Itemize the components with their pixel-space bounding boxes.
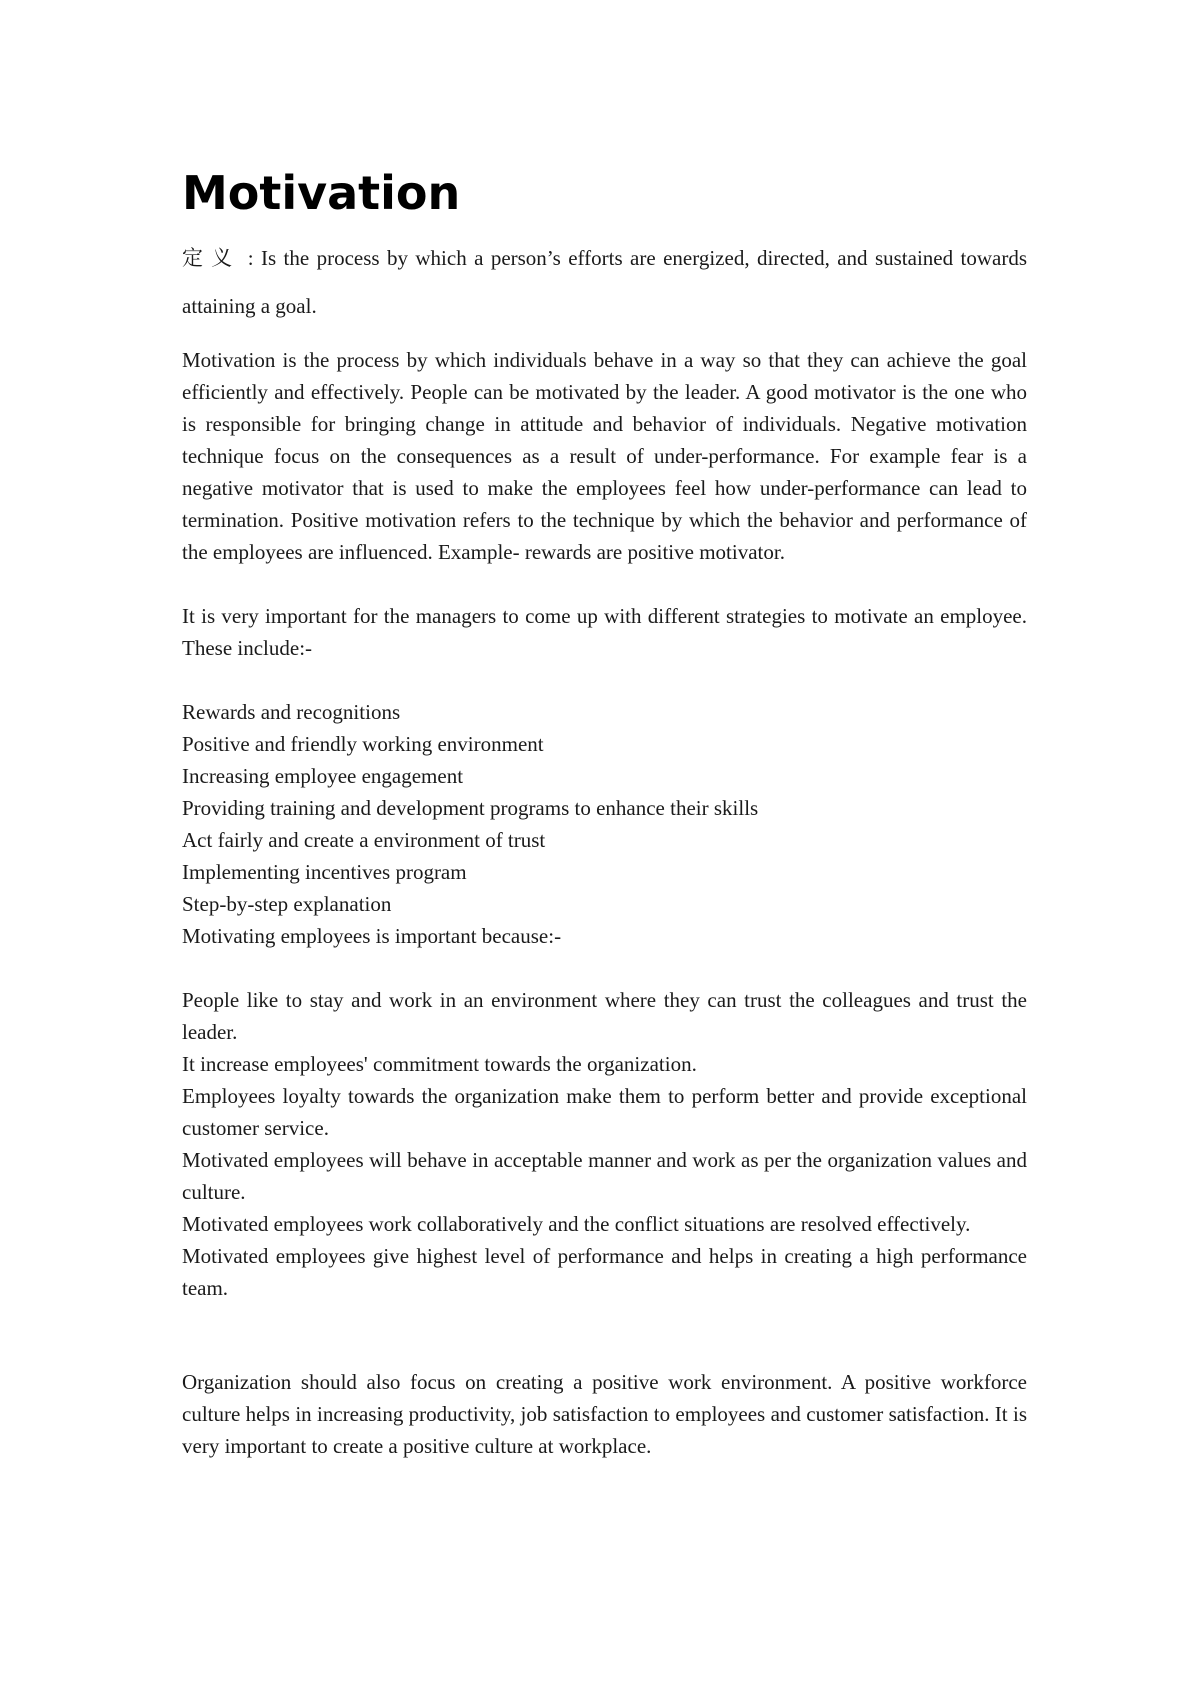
list-item: Implementing incentives program xyxy=(182,860,467,884)
list-item: Employees loyalty towards the organization make them to perform better and provide exceptional customer service. xyxy=(182,1084,1027,1140)
list-item: Providing training and development programs to enhance their skills xyxy=(182,796,759,820)
list-item: Motivated employees work collaboratively and the conflict situations are resolved effectively. xyxy=(182,1212,971,1236)
definition-label: 定义 xyxy=(182,246,241,270)
definition-text: Is the process by which a person’s efforts are energized, directed, and sustained towards attaining a goal. xyxy=(182,246,1028,318)
strategies-list xyxy=(182,696,1027,952)
list-item: Increasing employee engagement xyxy=(182,764,464,788)
list-item: Rewards and recognitions xyxy=(182,700,401,724)
paragraph-positive-culture: Organization should also focus on creating a positive work environment. A positive workforce culture helps in increasing productivity, job satisfaction to employees and customer satisfaction. It is very important to create a positive culture at workplace. xyxy=(182,1370,1027,1458)
list-item: Act fairly and create a environment of trust xyxy=(182,828,546,852)
document-body xyxy=(182,160,1027,1462)
list-item: Motivated employees will behave in acceptable manner and work as per the organization values and culture. xyxy=(182,1148,1027,1204)
paragraph-strategies-intro: It is very important for the managers to come up with different strategies to motivate an employee. These include:- xyxy=(182,604,1027,660)
list-item: It increase employees' commitment towards the organization. xyxy=(182,1052,697,1076)
document-title: Motivation xyxy=(182,166,461,220)
paragraph-motivation-process: Motivation is the process by which individuals behave in a way so that they can achieve the goal efficiently and effectively. People can be motivated by the leader. A good motivator is the one who is responsible for bringing change in attitude and behavior of individuals. Negative motivation technique focus on the consequences as a result of under-performance. For example fear is a negative motivator that is used to make the employees feel how under-performance can lead to termination. Positive motivation refers to the technique by which the behavior and performance of the employees are influenced. Example- rewards are positive motivator. xyxy=(182,348,1027,564)
list-item: Motivating employees is important because:- xyxy=(182,924,562,948)
list-item: Step-by-step explanation xyxy=(182,892,392,916)
reasons-list xyxy=(182,984,1027,1304)
list-item: Motivated employees give highest level of performance and helps in creating a high performance team. xyxy=(182,1244,1027,1300)
definition-separator: : xyxy=(247,246,254,270)
list-item: Positive and friendly working environment xyxy=(182,732,544,756)
definition-paragraph xyxy=(182,234,1027,330)
spacer xyxy=(182,1304,1027,1366)
list-item: People like to stay and work in an environment where they can trust the colleagues and trust the leader. xyxy=(182,988,1027,1044)
